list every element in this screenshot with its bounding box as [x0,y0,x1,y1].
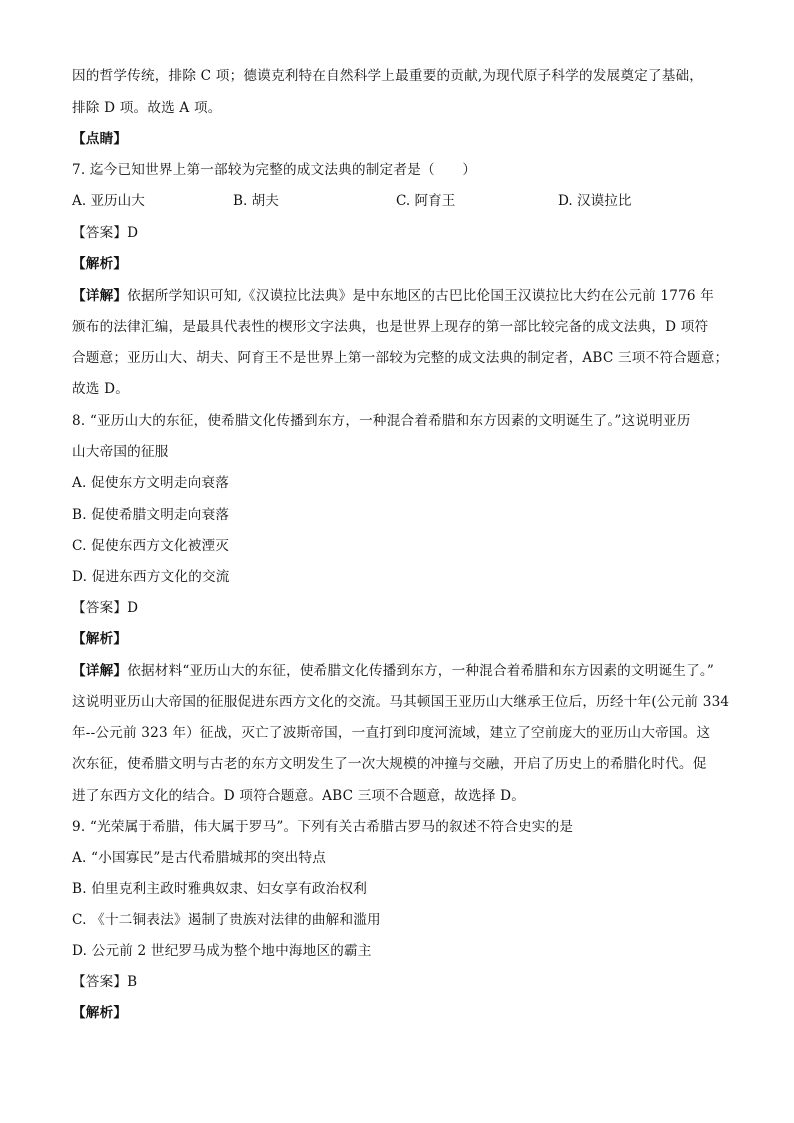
q7-jiexi-heading: 【解析】 [72,256,128,272]
q9-option-c: C. 《十二铜表法》遏制了贵族对法律的曲解和滥用 [72,912,381,928]
q9-option-d: D. 公元前 2 世纪罗马成为整个地中海地区的霸主 [72,943,372,959]
q7-option-b: B. 胡夫 [233,193,279,209]
dianjing-heading: 【点睛】 [72,131,128,147]
q7-detail-line-3: 合题意；亚历山大、胡夫、阿育王不是世界上第一部较为完整的成文法典的制定者，ABC 三项不符合题意； [72,350,729,366]
q7-detail-line-2: 颁布的法律汇编，是最具代表性的楔形文字法典，也是世界上现存的第一部比较完备的成文法典，D 项符 [72,319,709,335]
q8-stem-line-2: 山大帝国的征服 [72,444,169,460]
q7-option-c: C. 阿育王 [396,193,456,209]
q7-detail-tag: 【详解】 [72,288,128,304]
q9-option-b: B. 伯里克利主政时雅典奴隶、妇女享有政治权利 [72,881,368,897]
q8-detail-line-1: 【详解】依据材料“亚历山大的东征，使希腊文化传播到东方，一种混合着希腊和东方因素的文明诞生了。” [72,663,715,679]
q7-option-d: D. 汉谟拉比 [558,193,632,209]
q8-jiexi-heading: 【解析】 [72,631,128,647]
q8-detail-line-4: 次东征，使希腊文明与古老的东方文明发生了一次大规模的冲撞与交融，开启了历史上的希腊化时代。促 [72,756,707,772]
q8-detail-line-3: 年--公元前 323 年）征战，灭亡了波斯帝国，一直打到印度河流域，建立了空前庞大的亚历山大帝国。这 [72,725,711,741]
q8-option-a: A. 促使东方文明走向衰落 [72,475,229,491]
q7-detail-line-4: 故选 D。 [72,381,130,397]
q8-option-c: C. 促使东西方文化被湮灭 [72,538,230,554]
q7-detail-line-1: 【详解】依据所学知识可知,《汉谟拉比法典》是中东地区的古巴比伦国王汉谟拉比大约在公元前 1776 年 [72,288,715,304]
q8-answer: 【答案】D [72,600,139,616]
q8-detail-line-2: 这说明亚历山大帝国的征服促进东西方文化的交流。马其顿国王亚历山大继承王位后，历经十年(公元前 334 [72,694,730,710]
q8-stem-line-1: 8. “亚历山大的东征，使希腊文化传播到东方，一种混合着希腊和东方因素的文明诞生了。”这说明亚历 [72,413,691,429]
q8-option-b: B. 促使希腊文明走向衰落 [72,507,230,523]
q7-answer: 【答案】D [72,225,139,241]
intro-line-2: 排除 D 项。故选 A 项。 [72,100,222,116]
q9-option-a: A. “小国寡民”是古代希腊城邦的突出特点 [72,850,327,866]
q8-option-d: D. 促进东西方文化的交流 [72,569,230,585]
q7-option-a: A. 亚历山大 [72,193,145,209]
intro-line-1: 因的哲学传统，排除 C 项；德谟克利特在自然科学上最重要的贡献,为现代原子科学的发展奠定了基础， [72,68,704,84]
q7-stem: 7. 迄今已知世界上第一部较为完整的成文法典的制定者是（ ） [72,162,477,178]
q8-detail-line-5: 进了东西方文化的结合。D 项符合题意。ABC 三项不合题意，故选择 D。 [72,788,526,804]
q9-jiexi-heading: 【解析】 [72,1005,128,1021]
q8-detail-tag: 【详解】 [72,663,128,679]
q9-answer: 【答案】B [72,974,138,990]
q9-stem: 9. “光荣属于希腊，伟大属于罗马”。下列有关古希腊古罗马的叙述不符合史实的是 [72,819,574,835]
